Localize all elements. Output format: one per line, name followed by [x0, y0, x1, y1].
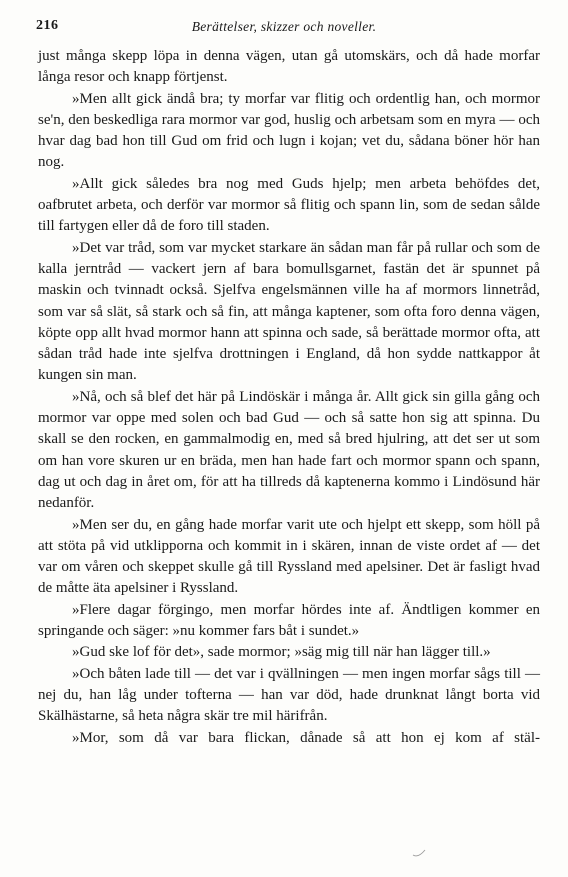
paragraph: »Det var tråd, som var mycket starkare än sådan man får på rullar och som de kalla jerntråd — vackert jern af bara bomullsgarnet, fastän det är spunnet på maskin och tvinnadt också. Sjelfva engelsmännen ville ha af mormors linnetråd, som var så slät, så stark och så fin, att många kaptener, som ofta foro denna vägen, köpte opp allt hvad mormor hann att spinna och sade, så berättade mormor ofta, att sådan tråd hade inte sjelfva drottningen i England, då hon sydde nattkappor åt kungen sin man. [38, 239, 540, 384]
paragraph: just många skepp löpa in denna vägen, utan gå utomskärs, och då hade morfar långa resor och knapp förtjenst. [38, 48, 540, 86]
body-text [38, 46, 540, 749]
paragraph: »Men allt gick ändå bra; ty morfar var flitig och ordentlig han, och mormor se'n, den beskedliga rara mormor var god, huslig och arbetsam som en myra — och hvar dag bad hon till Gud om frid och lugn i kojan; vet du, sådana böner hör han nog. [38, 90, 540, 171]
paragraph: »Mor, som då var bara flickan, dånade så att hon ej kom af stäl- [72, 729, 540, 746]
running-title: Berättelser, skizzer och noveller. [191, 19, 377, 34]
paragraph: »Men ser du, en gång hade morfar varit ute och hjelpt ett skepp, som höll på att stöta på vid utklipporna och kommit in i skären, innan de viste ordet af — det var om våren och skeppet skulle gå till Ryssland med apelsiner. Det är fasligt hvad de måtte äta apelsiner i Ryssland. [38, 516, 540, 597]
paragraph: »Gud ske lof för det», sade mormor; »säg mig till när han lägger till.» [72, 644, 491, 661]
paragraph: »Flere dagar förgingo, men morfar hördes inte af. Ändtligen kommer en springande och säger: »nu kommer fars båt i sundet.» [38, 601, 540, 640]
paragraph: »Och båten lade till — det var i qvällningen — men ingen morfar sågs till — nej du, han låg under tofterna — han var död, hade drunknat långt borta vid Skälhästarne, så heta några skär tre mil härifrån. [38, 665, 540, 725]
ink-smudge [412, 848, 426, 858]
paragraph: »Allt gick således bra nog med Guds hjelp; men arbeta behöfdes det, oafbrutet arbeta, och derför var mormor så flitig och spann lin, som de sedan sålde till fartygen eller då de foro till staden. [38, 175, 540, 235]
page-number: 216 [36, 18, 59, 33]
paragraph: »Nå, och så blef det här på Lindöskär i många år. Allt gick sin gilla gång och mormor var oppe med solen och bad Gud — och så satte hon sig att spinna. Du skall se den rocken, en gammalmodig en, med så bred hjulring, att det ser ut som om han vore skuren ur en bräda, men han hade fart och mormor spann och spann, dag ut och dag in året om, för att ha tillreds då kaptenerna kommo i Lindösund här nedanför. [38, 388, 540, 512]
